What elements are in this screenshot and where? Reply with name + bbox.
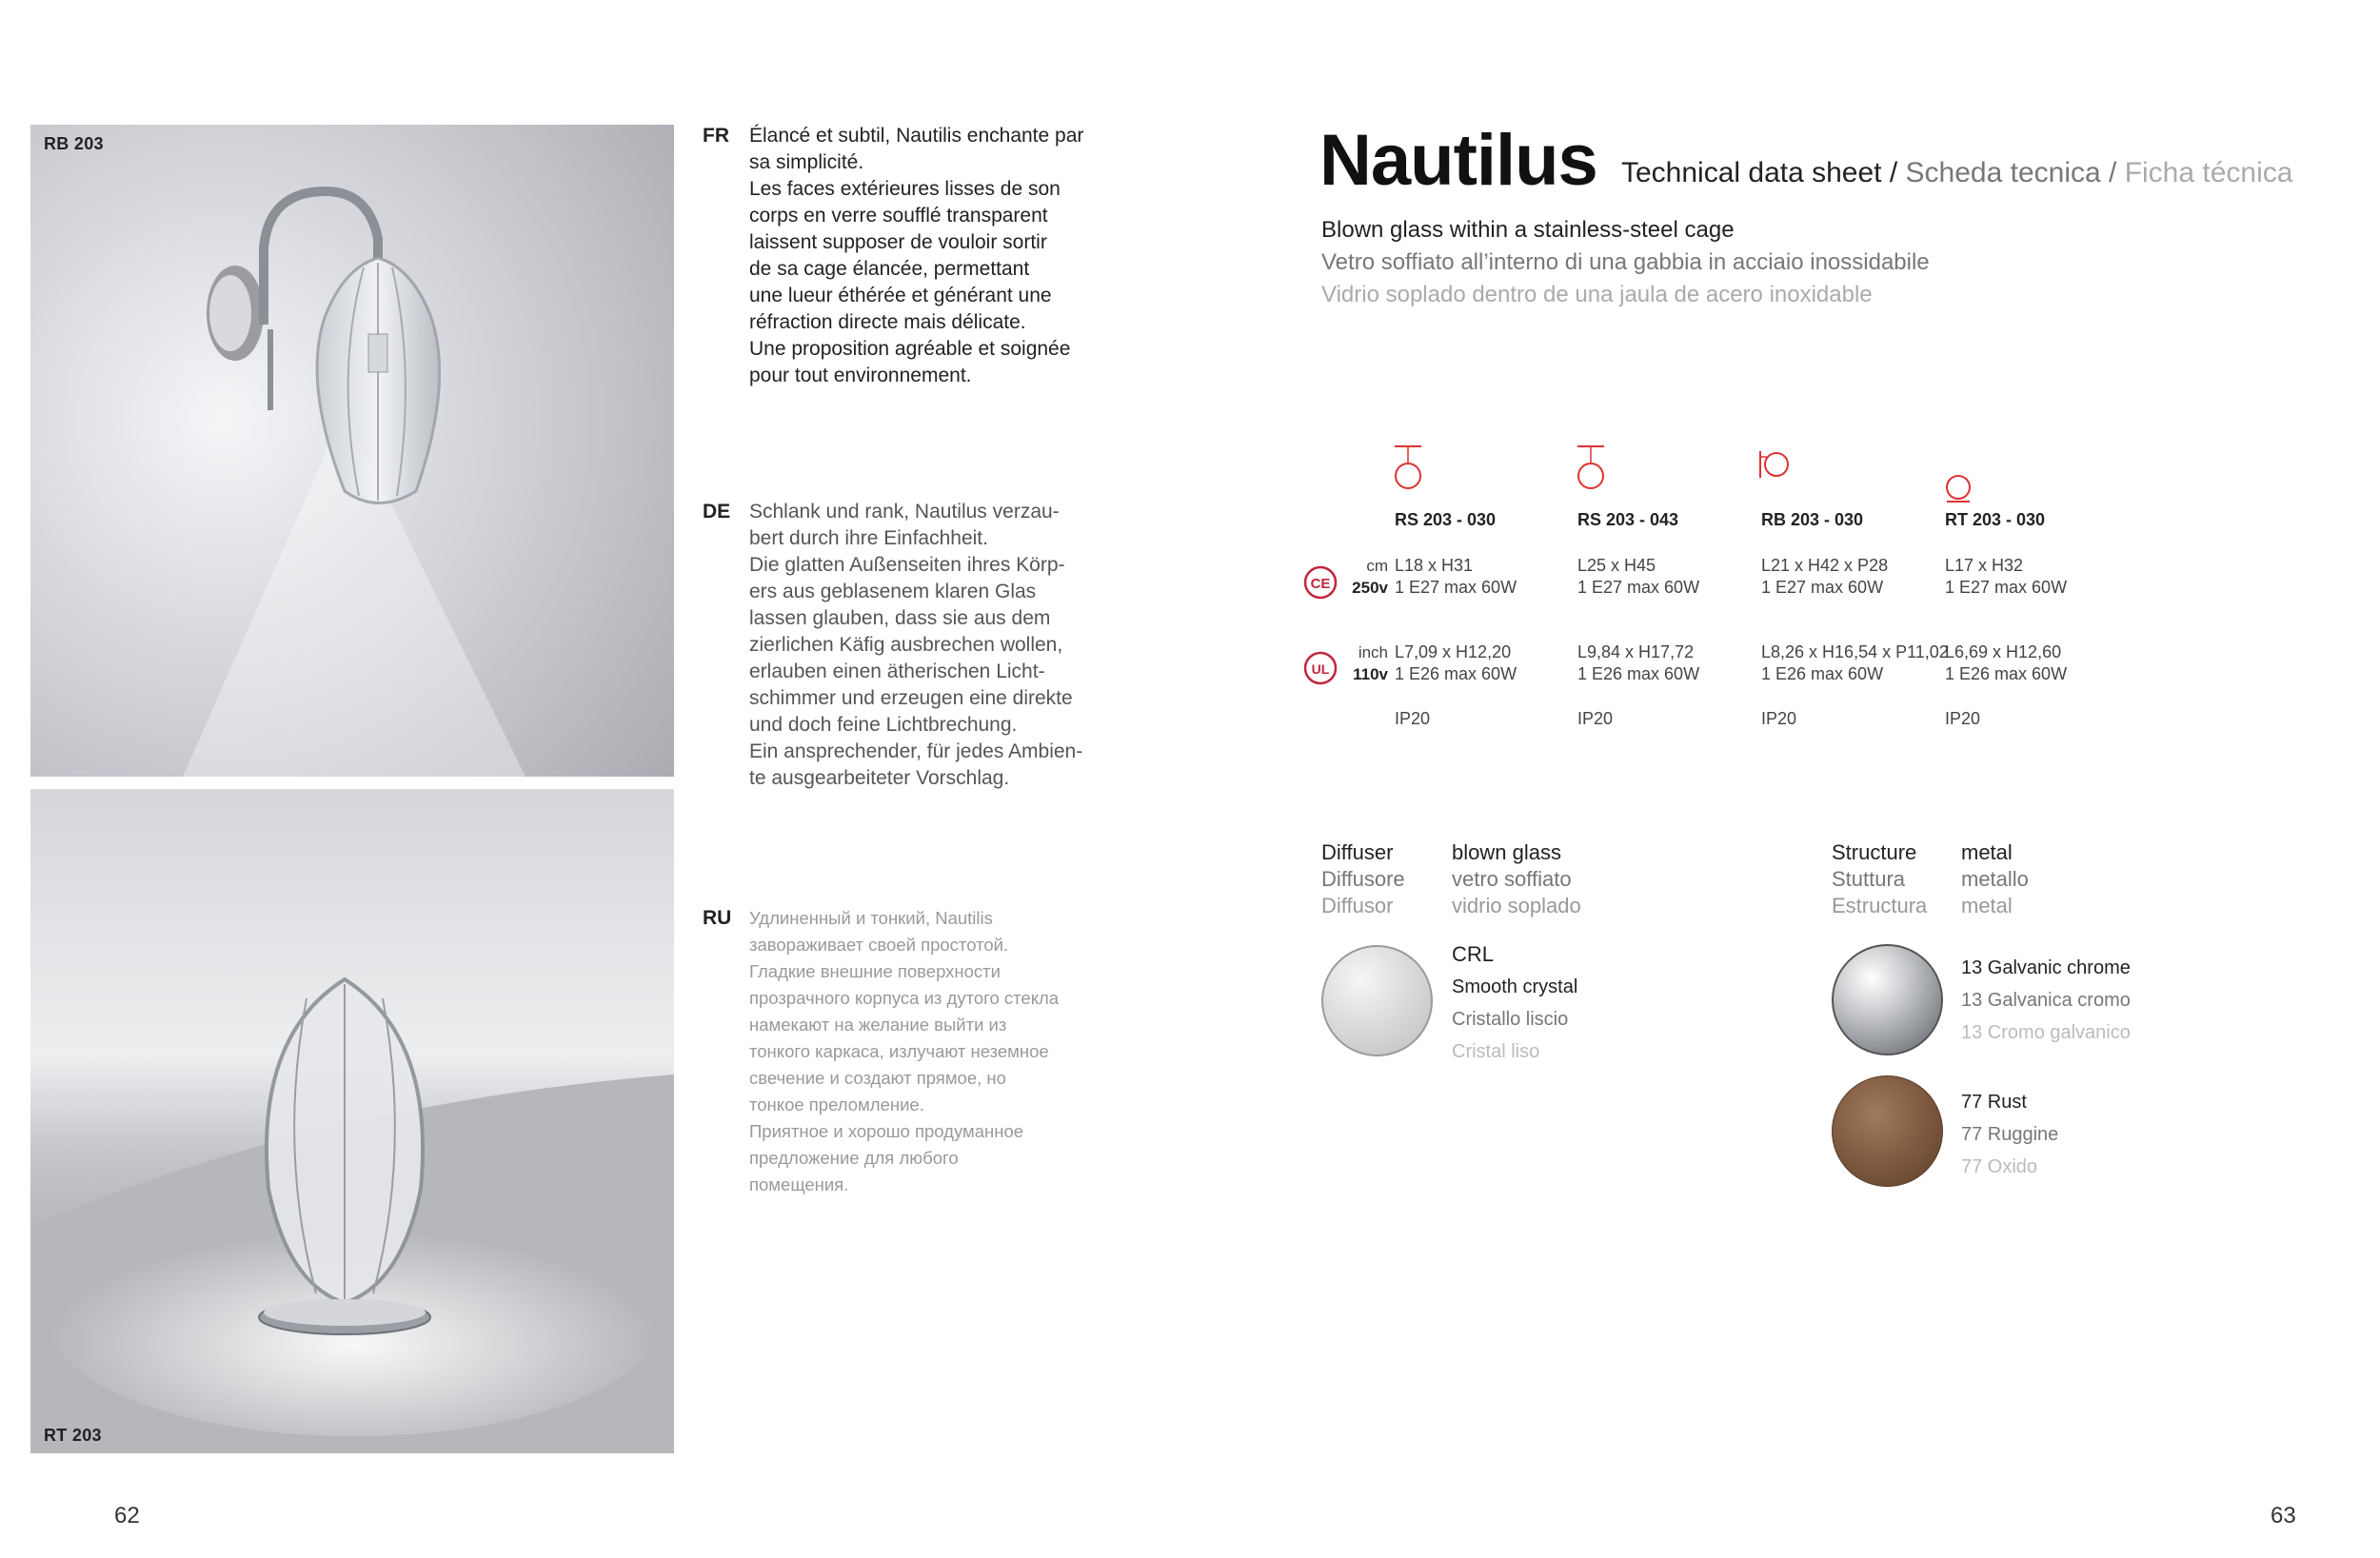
ip-rating-1: IP20 bbox=[1395, 709, 1431, 728]
chrome-swatch bbox=[1832, 944, 1943, 1055]
diffuser-label-en: Diffuser bbox=[1321, 840, 1394, 864]
diffuser-label-es: Diffusor bbox=[1321, 894, 1394, 917]
ce-units bbox=[1333, 555, 1388, 599]
photo-rt203 bbox=[30, 789, 674, 1453]
diffuser-value-en: blown glass bbox=[1452, 840, 1561, 864]
diffuser-value-es: vidrio soplado bbox=[1452, 894, 1581, 917]
photo-rb203 bbox=[30, 125, 674, 777]
model-code-2: RS 203 - 043 bbox=[1577, 510, 1679, 529]
ce-unit: cm bbox=[1366, 557, 1388, 575]
chrome-finish-it: 13 Galvanica cromo bbox=[1961, 990, 2131, 1011]
ce-spec-3: L21 x H42 x P28 1 E27 max 60W bbox=[1761, 556, 1889, 597]
structure-label-en: Structure bbox=[1832, 840, 1917, 864]
text-fr: Élancé et subtil, Nautilis enchante par sa simplicité. Les faces extérieures lisses de son corps en verre soufflé transparent laissent supposer de vouloir sortir de sa cage élancée, permettant une lueur éthérée et générant une réfraction directe mais délicate. Une proposition agréable et soignée pour tout environnement. bbox=[749, 125, 1084, 386]
ul-mark-text: UL bbox=[1311, 661, 1330, 677]
wall-lamp-icon bbox=[1757, 449, 1795, 482]
text-de: Schlank und rank, Nautilus verzau- bert durch ihre Einfachheit. Die glatten Außenseiten ihres Körp- ers aus geblasenem klaren Glas lassen glauben, dass sie aus dem zierlichen Käfig ausbrechen wollen, erlauben einen ätherischen Licht- schimmer und erzeugen eine direkte und doch feine Lichtbrechung. Ein ansprechender, für jedes Ambien- te ausgearbeiteter Vorschlag. bbox=[749, 501, 1083, 789]
lang-code-fr: FR bbox=[703, 125, 729, 147]
lang-code-de: DE bbox=[703, 501, 731, 523]
subtitle-es: Ficha técnica bbox=[2124, 157, 2293, 188]
description-en: Blown glass within a stainless-steel cage bbox=[1321, 217, 1735, 243]
diffuser-label-it: Diffusore bbox=[1321, 867, 1405, 891]
subtitle-en: Technical data sheet bbox=[1621, 157, 1882, 188]
ceiling-lamp-large-icon bbox=[1573, 444, 1611, 491]
wall-lamp-image bbox=[30, 125, 674, 777]
structure-label-es: Estructura bbox=[1832, 894, 1928, 917]
page-number-right: 63 bbox=[2271, 1503, 2296, 1528]
ul-spec-1: L7,09 x H12,20 1 E26 max 60W bbox=[1395, 642, 1517, 683]
model-code-3: RB 203 - 030 bbox=[1761, 510, 1864, 529]
ul-unit: inch bbox=[1358, 643, 1388, 661]
ul-units bbox=[1333, 641, 1388, 685]
description-es: Vidrio soplado dentro de una jaula de acero inoxidable bbox=[1321, 282, 1873, 307]
diffuser-value-it: vetro soffiato bbox=[1452, 867, 1572, 891]
text-ru: Удлиненный и тонкий, Nautilis завораживает своей простотой. Гладкие внешние поверхности прозрачного корпуса из дутого стекла намекают на желание выйти из тонкого каркаса, излучают неземное свечение и создают прямое, но тонкое преломление. Приятное и хорошо продуманное предложение для любого помещения. bbox=[749, 908, 1060, 1194]
page-number-left: 62 bbox=[114, 1503, 140, 1528]
description-it: Vetro soffiato all’interno di una gabbia in acciaio inossidabile bbox=[1321, 249, 1930, 275]
ip-rating-2: IP20 bbox=[1577, 709, 1614, 728]
rust-finish-es: 77 Oxido bbox=[1961, 1156, 2038, 1177]
rust-finish-it: 77 Ruggine bbox=[1961, 1124, 2059, 1145]
page-title: Nautilus bbox=[1319, 120, 1597, 201]
chrome-finish-es: 13 Cromo galvanico bbox=[1961, 1022, 2131, 1043]
crystal-finish-code: CRL bbox=[1452, 942, 1495, 966]
ul-voltage: 110v bbox=[1353, 665, 1388, 683]
structure-labels bbox=[1832, 839, 1927, 919]
subtitle bbox=[1621, 157, 2292, 189]
photo-label-bottom: RT 203 bbox=[44, 1426, 102, 1445]
photo-label-top: RB 203 bbox=[44, 134, 104, 153]
rust-finish bbox=[1961, 1086, 2058, 1183]
ce-voltage: 250v bbox=[1352, 579, 1388, 597]
ip-rating-4: IP20 bbox=[1945, 709, 1981, 728]
ul-spec-3: L8,26 x H16,54 x P11,02 1 E26 max 60W bbox=[1761, 642, 1949, 683]
crystal-finish bbox=[1452, 938, 1577, 1068]
chrome-finish bbox=[1961, 952, 2131, 1049]
ul-spec-4: L6,69 x H12,60 1 E26 max 60W bbox=[1945, 642, 2068, 683]
model-code-4: RT 203 - 030 bbox=[1945, 510, 2046, 529]
crystal-finish-es: Cristal liso bbox=[1452, 1041, 1540, 1062]
structure-value-it: metallo bbox=[1961, 867, 2029, 891]
ul-spec-2: L9,84 x H17,72 1 E26 max 60W bbox=[1577, 642, 1700, 683]
ce-spec-4: L17 x H32 1 E27 max 60W bbox=[1945, 556, 2068, 597]
structure-value-en: metal bbox=[1961, 840, 2013, 864]
model-code-1: RS 203 - 030 bbox=[1395, 510, 1497, 529]
table-lamp-icon bbox=[1942, 473, 1974, 505]
structure-value-es: metal bbox=[1961, 894, 2013, 917]
ce-spec-1: L18 x H31 1 E27 max 60W bbox=[1395, 556, 1517, 597]
diffuser-labels bbox=[1321, 839, 1405, 919]
subtitle-sep-2: / bbox=[2100, 157, 2125, 188]
ce-mark-text: CE bbox=[1310, 576, 1331, 592]
table-lamp-image bbox=[30, 789, 674, 1453]
ip-rating-3: IP20 bbox=[1761, 709, 1797, 728]
lang-code-ru: RU bbox=[703, 907, 732, 929]
diffuser-values bbox=[1452, 839, 1581, 919]
crystal-swatch bbox=[1321, 945, 1433, 1056]
crystal-finish-it: Cristallo liscio bbox=[1452, 1009, 1569, 1030]
chrome-finish-en: 13 Galvanic chrome bbox=[1961, 957, 2131, 978]
rust-finish-en: 77 Rust bbox=[1961, 1092, 2027, 1113]
subtitle-sep-1: / bbox=[1881, 157, 1906, 188]
structure-label-it: Stuttura bbox=[1832, 867, 1906, 891]
ceiling-lamp-icon bbox=[1390, 444, 1428, 491]
crystal-finish-en: Smooth crystal bbox=[1452, 976, 1578, 997]
ce-spec-2: L25 x H45 1 E27 max 60W bbox=[1577, 556, 1700, 597]
subtitle-it: Scheda tecnica bbox=[1905, 157, 2101, 188]
structure-values bbox=[1961, 839, 2029, 919]
rust-swatch bbox=[1832, 1075, 1943, 1187]
